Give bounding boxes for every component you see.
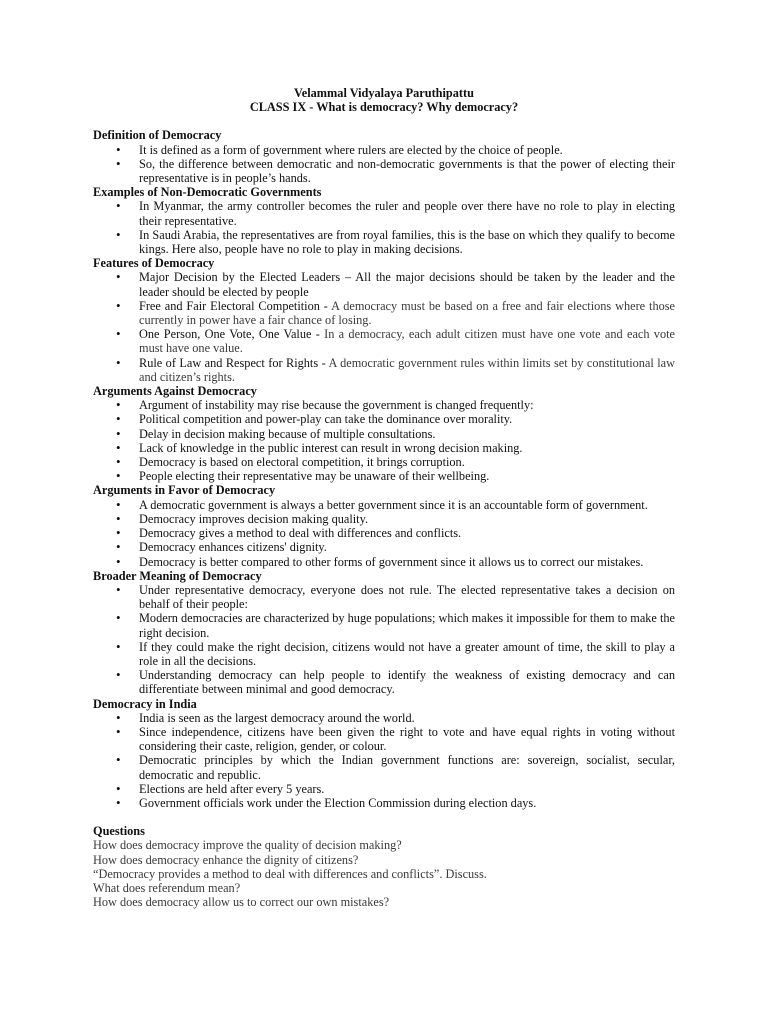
list-item-text: Rule of Law and Respect for Rights - (139, 355, 329, 370)
list-item (93, 498, 675, 512)
list-item-text: Democracy is better compared to other forms of government since it allows us to correct our mistakes. (139, 554, 644, 569)
school-name: Velammal Vidyalaya Paruthipattu (294, 86, 474, 100)
list-item-text: Democratic principles by which the Indian government functions are: sovereign, socialist, secular, democratic and republic. (139, 753, 675, 782)
list-item-text: Free and Fair Electoral Competition - (139, 298, 332, 313)
section (93, 384, 675, 483)
list-item-text: Democracy enhances citizens' dignity. (139, 540, 327, 555)
list-item (93, 469, 675, 483)
list-item (93, 640, 675, 668)
list-item-description: A democratic government rules within limits set by constitutional law and citizen’s rights. (139, 355, 675, 384)
bullet-icon: • (116, 454, 121, 470)
bullet-list (93, 498, 675, 569)
list-item (93, 611, 675, 639)
list-item-text: Democracy gives a method to deal with differences and conflicts. (139, 526, 462, 541)
list-item-text: Under representative democracy, everyone does not rule. The elected representative takes a decision on behalf of their people: (139, 582, 675, 612)
list-item-text: Elections are held after every 5 years. (139, 781, 325, 796)
bullet-icon: • (116, 581, 121, 597)
bullet-icon: • (116, 780, 121, 796)
list-item-text: So, the difference between democratic and non-democratic governments is that the power of electing their representative is in people’s hands. (139, 156, 675, 186)
list-item (93, 228, 675, 256)
bullet-icon: • (116, 794, 121, 810)
list-item (93, 398, 675, 412)
bullet-icon: • (116, 141, 121, 157)
list-item (93, 725, 675, 753)
bullet-icon: • (116, 269, 121, 285)
list-item-text: Since independence, citizens have been given the right to vote and have equal rights in voting without considering their caste, religion, gender, or colour. (139, 724, 675, 754)
bullet-list (93, 711, 675, 810)
bullet-icon: • (116, 510, 121, 526)
bullet-list (93, 270, 675, 384)
list-item (93, 412, 675, 426)
list-item (93, 270, 675, 298)
section-heading: Features of Democracy (93, 256, 215, 271)
list-item-text: Argument of instability may rise because the government is changed frequently: (139, 398, 534, 413)
section-heading: Examples of Non-Democratic Governments (93, 185, 322, 200)
list-item (93, 143, 675, 157)
bullet-icon: • (116, 496, 121, 512)
bullet-icon: • (116, 468, 121, 484)
section (93, 185, 675, 256)
bullet-icon: • (116, 397, 121, 413)
list-item-text: India is seen as the largest democracy around the world. (139, 710, 415, 725)
list-item-text: Democracy is based on electoral competition, it brings corruption. (139, 455, 465, 470)
list-item (93, 512, 675, 526)
document-page (93, 86, 675, 909)
list-item (93, 157, 675, 185)
question-item: “Democracy provides a method to deal with differences and conflicts”. Discuss. (93, 866, 487, 881)
bullet-icon: • (116, 525, 121, 541)
bullet-icon: • (116, 752, 121, 768)
bullet-list (93, 199, 675, 256)
bullet-icon: • (116, 326, 121, 342)
bullet-icon: • (116, 439, 121, 455)
question-item: What does referendum mean? (93, 880, 241, 895)
bullet-icon: • (116, 610, 121, 626)
bullet-icon: • (116, 198, 121, 214)
list-item (93, 796, 675, 810)
list-item-description: A democracy must be based on a free and fair elections where those currently in power have a fair chance of losing. (139, 298, 676, 328)
bullet-icon: • (116, 667, 121, 683)
section-heading: Democracy in India (93, 696, 197, 711)
list-item-text: Modern democracies are characterized by huge populations; which makes it impossible for them to make the right decision. (139, 611, 675, 640)
question-item: How does democracy improve the quality of decision making? (93, 838, 402, 853)
list-item-text: Lack of knowledge in the public interest can result in wrong decision making. (139, 440, 523, 455)
list-item (93, 668, 675, 696)
list-item-text: Political competition and power-play can take the dominance over morality. (139, 412, 513, 427)
section-heading: Definition of Democracy (93, 128, 222, 143)
section (93, 569, 675, 697)
list-item (93, 455, 675, 469)
list-item-text: People electing their representative may be unaware of their wellbeing. (139, 469, 490, 484)
bullet-icon: • (116, 226, 121, 242)
list-item (93, 555, 675, 569)
section (93, 256, 675, 384)
bullet-icon: • (116, 155, 121, 171)
bullet-list (93, 143, 675, 186)
section (93, 483, 675, 568)
list-item-text: Democracy improves decision making quality. (139, 511, 369, 526)
list-item-text: Understanding democracy can help people to identify the weakness of existing democracy and can differentiate between minimal and good democracy. (139, 668, 675, 697)
question-item: How does democracy allow us to correct our own mistakes? (93, 895, 390, 910)
questions-section (93, 824, 675, 909)
bullet-icon: • (116, 297, 121, 313)
document-title: CLASS IX - What is democracy? Why democracy? (249, 100, 519, 115)
sections-container (93, 128, 675, 810)
list-item (93, 441, 675, 455)
section-heading: Arguments in Favor of Democracy (93, 483, 276, 498)
list-item-text: In Myanmar, the army controller becomes the ruler and people over there have no role to play in electing their representative. (139, 199, 675, 228)
bullet-list (93, 398, 675, 483)
list-item-text: Major Decision by the Elected Leaders – All the major decisions should be taken by the leader and the leader should be elected by people (139, 270, 675, 299)
list-item-text: If they could make the right decision, citizens would not have a greater amount of time, the skill to play a role in all the decisions. (139, 639, 675, 668)
list-item-text: A democratic government is always a better government since it is an accountable form of government. (139, 497, 648, 512)
list-item (93, 427, 675, 441)
list-item-text: Government officials work under the Election Commission during election days. (139, 795, 537, 810)
list-item (93, 782, 675, 796)
document-header (93, 86, 675, 114)
section (93, 697, 675, 811)
section (93, 128, 675, 185)
list-item-text: One Person, One Vote, One Value - (139, 327, 325, 342)
questions-heading: Questions (93, 824, 145, 839)
list-item (93, 540, 675, 554)
question-item: How does democracy enhance the dignity of citizens? (93, 852, 359, 867)
bullet-icon: • (116, 411, 121, 427)
list-item (93, 199, 675, 227)
list-item (93, 583, 675, 611)
section-heading: Broader Meaning of Democracy (93, 568, 262, 583)
bullet-icon: • (116, 354, 121, 370)
bullet-icon: • (116, 638, 121, 654)
bullet-icon: • (116, 539, 121, 555)
question-list (93, 838, 675, 909)
list-item (93, 526, 675, 540)
list-item (93, 356, 675, 384)
bullet-icon: • (116, 723, 121, 739)
bullet-icon: • (116, 425, 121, 441)
list-item (93, 753, 675, 781)
bullet-icon: • (116, 709, 121, 725)
list-item-text: It is defined as a form of government where rulers are elected by the choice of people. (139, 142, 563, 157)
list-item-text: Delay in decision making because of multiple consultations. (139, 426, 436, 441)
list-item-text: In Saudi Arabia, the representatives are from royal families, this is the base on which they qualify to become kings. Here also, people have no role to play in making decisions. (139, 227, 675, 257)
list-item-description: In a democracy, each adult citizen must have one vote and each vote must have one value. (139, 327, 675, 356)
section-heading: Arguments Against Democracy (93, 384, 257, 399)
list-item (93, 327, 675, 355)
list-item (93, 299, 675, 327)
bullet-icon: • (116, 553, 121, 569)
list-item (93, 711, 675, 725)
bullet-list (93, 583, 675, 697)
